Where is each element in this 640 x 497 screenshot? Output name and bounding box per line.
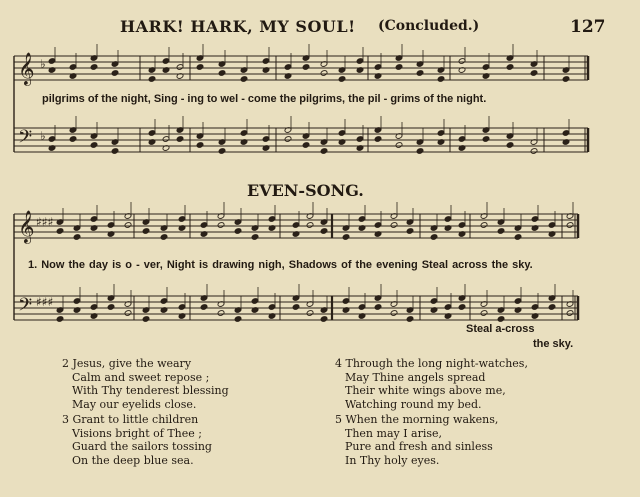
note-head bbox=[320, 70, 328, 77]
note-head bbox=[218, 148, 226, 155]
note-head bbox=[56, 228, 64, 235]
treble-clef-icon: 𝄞 bbox=[18, 52, 35, 85]
note-head bbox=[406, 316, 414, 323]
note-head bbox=[107, 304, 115, 311]
verse-line: 5 When the morning wakens, bbox=[335, 413, 499, 426]
sharp-sign-icon: ♯♯♯ bbox=[36, 215, 54, 229]
note-head bbox=[69, 136, 77, 143]
note-head bbox=[395, 142, 403, 149]
note-head bbox=[497, 316, 505, 323]
verse-4 bbox=[335, 357, 528, 411]
note-head bbox=[240, 76, 248, 83]
note-head bbox=[196, 142, 204, 149]
note-head bbox=[302, 64, 310, 71]
verse-line: Visions bright of Thee ; bbox=[72, 426, 202, 440]
note-head bbox=[148, 76, 156, 83]
evensong-lyrics: 1. Now the day is o - ver, Night is drawing nigh, Shadows of the evening Steal across the sky. bbox=[28, 259, 533, 271]
flat-sign-icon: ♭ bbox=[40, 129, 46, 143]
note-head bbox=[251, 234, 259, 241]
note-head bbox=[56, 316, 64, 323]
note-head bbox=[142, 316, 150, 323]
note-head bbox=[458, 304, 466, 311]
verse-line: May Thine angels spread bbox=[345, 370, 486, 384]
note-head bbox=[480, 310, 488, 317]
sharp-sign-icon: ♯♯♯ bbox=[36, 295, 54, 309]
note-head bbox=[196, 64, 204, 71]
note-head bbox=[430, 234, 438, 241]
note-head bbox=[416, 148, 424, 155]
note-head bbox=[306, 222, 314, 229]
note-head bbox=[218, 70, 226, 77]
note-head bbox=[562, 76, 570, 83]
note-head bbox=[124, 222, 132, 229]
note-head bbox=[514, 234, 522, 241]
note-head bbox=[306, 310, 314, 317]
note-head bbox=[395, 64, 403, 71]
verse-line: In Thy holy eyes. bbox=[345, 453, 440, 467]
verse-line: With Thy tenderest blessing bbox=[72, 384, 229, 397]
note-head bbox=[416, 70, 424, 77]
hymn-title: HARK! HARK, MY SOUL! bbox=[120, 17, 356, 36]
hymn1-lyrics: pilgrims of the night, Sing - ing to wel - come the pilgrims, the pil - grims of the night. bbox=[42, 93, 487, 105]
note-head bbox=[548, 304, 556, 311]
note-head bbox=[374, 304, 382, 311]
note-head bbox=[497, 228, 505, 235]
note-head bbox=[320, 148, 328, 155]
note-head bbox=[480, 222, 488, 229]
note-head bbox=[506, 142, 514, 149]
verse-line: 3 Grant to little children bbox=[62, 413, 199, 426]
note-head bbox=[530, 148, 538, 155]
note-head bbox=[284, 136, 292, 143]
note-head bbox=[90, 142, 98, 149]
note-head bbox=[506, 64, 514, 71]
note-head bbox=[217, 222, 225, 229]
note-head bbox=[302, 142, 310, 149]
verse-line: 4 Through the long night-watches, bbox=[335, 357, 528, 370]
bass-lyric-the-sky: the sky. bbox=[533, 338, 574, 350]
hymn-subtitle: (Concluded.) bbox=[378, 18, 480, 34]
note-head bbox=[342, 234, 350, 241]
note-head bbox=[73, 234, 81, 241]
note-head bbox=[111, 70, 119, 77]
note-head bbox=[530, 70, 538, 77]
note-head bbox=[482, 136, 490, 143]
bass-clef-icon: 𝄢 bbox=[18, 127, 33, 152]
note-head bbox=[406, 228, 414, 235]
note-head bbox=[292, 304, 300, 311]
verse-line: Their white wings above me, bbox=[345, 384, 506, 397]
note-head bbox=[320, 316, 328, 323]
verse-line: Pure and fresh and sinless bbox=[345, 440, 493, 453]
verse-5 bbox=[335, 413, 498, 467]
evensong-title: EVEN-SONG. bbox=[247, 181, 364, 200]
note-head bbox=[142, 228, 150, 235]
flat-sign-icon: ♭ bbox=[40, 57, 46, 71]
note-head bbox=[390, 310, 398, 317]
note-head bbox=[320, 228, 328, 235]
bass-clef-icon: 𝄢 bbox=[18, 295, 33, 320]
note-head bbox=[566, 310, 574, 317]
verse-3 bbox=[62, 413, 212, 467]
bass-lyric-steal-across: Steal a-cross bbox=[466, 323, 535, 335]
verse-line: Calm and sweet repose ; bbox=[72, 370, 210, 384]
note-head bbox=[374, 136, 382, 143]
verse-line: Guard the sailors tossing bbox=[72, 440, 212, 453]
note-head bbox=[234, 228, 242, 235]
verse-line: May our eyelids close. bbox=[72, 397, 197, 411]
note-head bbox=[200, 304, 208, 311]
note-head bbox=[390, 222, 398, 229]
note-head bbox=[176, 136, 184, 143]
note-head bbox=[111, 148, 119, 155]
verse-line: Watching round my bed. bbox=[345, 397, 482, 411]
page-number: 127 bbox=[570, 17, 606, 37]
verse-line: 2 Jesus, give the weary bbox=[62, 357, 192, 370]
note-head bbox=[437, 76, 445, 83]
note-head bbox=[90, 64, 98, 71]
note-head bbox=[234, 316, 242, 323]
verse-2 bbox=[62, 357, 229, 411]
note-head bbox=[160, 234, 168, 241]
verse-line: Then may I arise, bbox=[345, 426, 443, 440]
note-head bbox=[217, 310, 225, 317]
note-head bbox=[338, 76, 346, 83]
verse-line: On the deep blue sea. bbox=[72, 453, 194, 467]
note-head bbox=[124, 310, 132, 317]
treble-clef-icon: 𝄞 bbox=[18, 210, 35, 243]
note-head bbox=[566, 222, 574, 229]
